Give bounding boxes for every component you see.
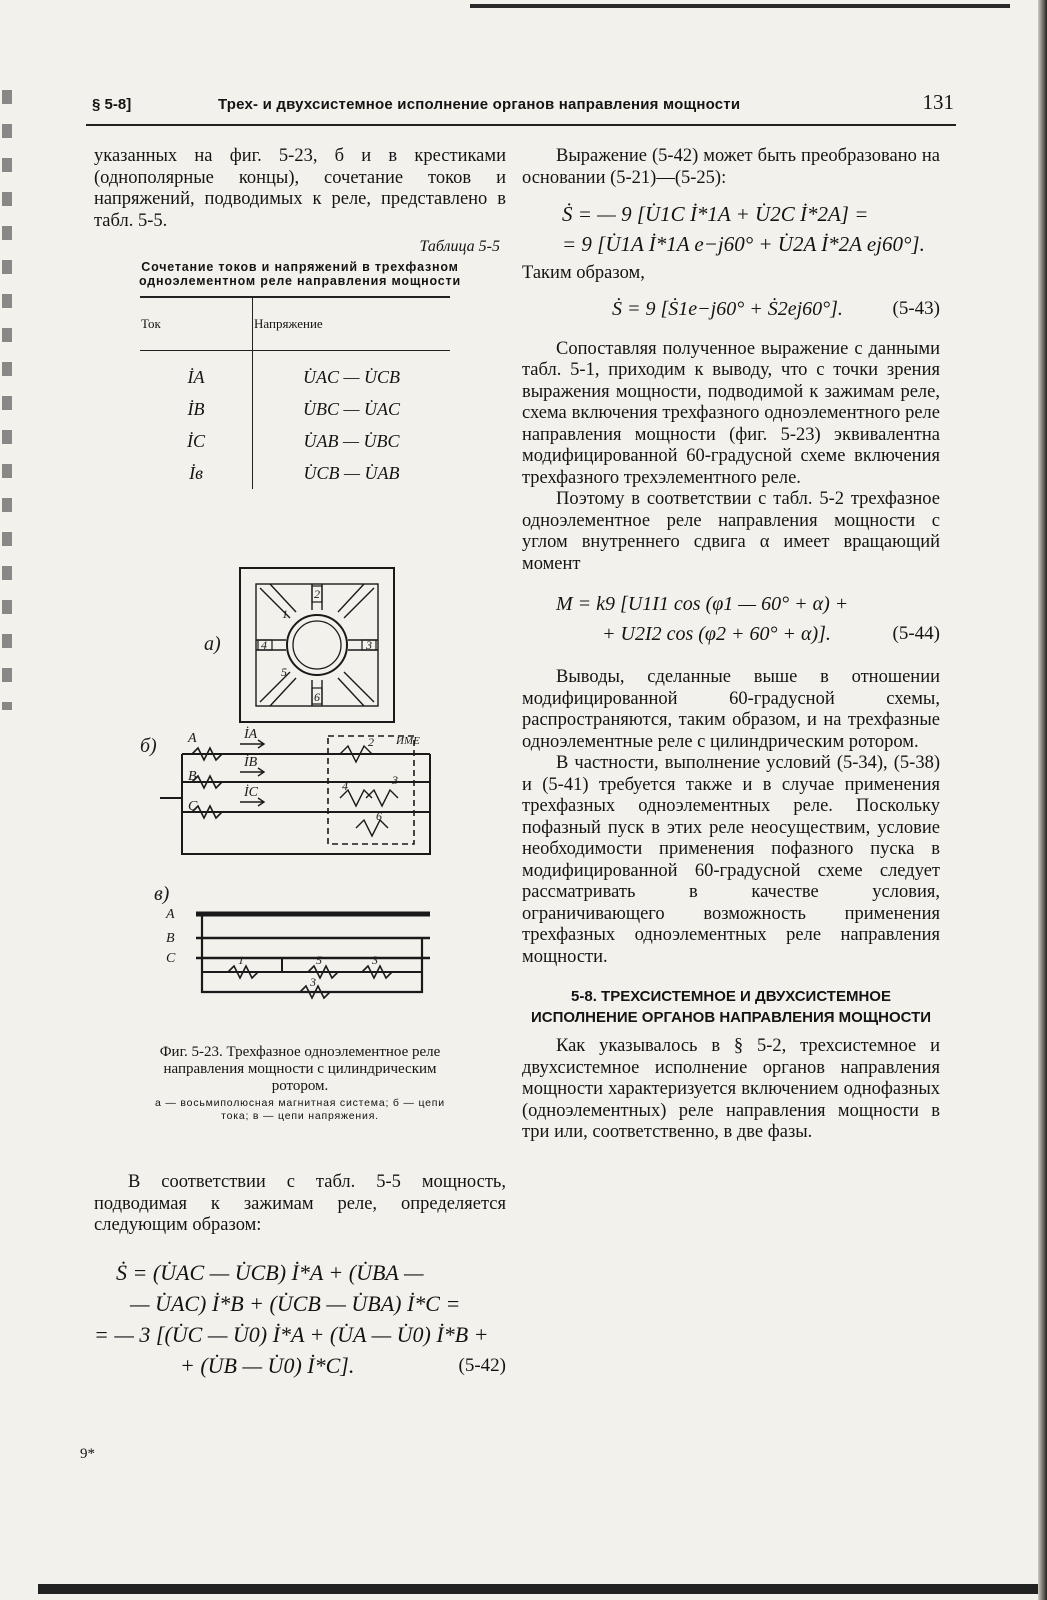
scan-edge-top — [470, 4, 1010, 8]
table-cell: U̇AC — U̇CB — [302, 366, 400, 387]
scan-edge-bottom — [38, 1584, 1038, 1594]
phase-label: C — [166, 951, 176, 966]
figure-caption-note: а — восьмиполюсная магнитная система; б — цепи тока; в — цепи напряжения. — [155, 1097, 445, 1122]
table-row — [140, 457, 450, 489]
formula-last-line — [532, 619, 940, 649]
formula-line: = 9 [U̇1A İ*1A e−j60° + U̇2A İ*2A ej60°]. — [562, 232, 925, 256]
equation-conversion — [562, 199, 940, 259]
header-section: § 5-8] — [92, 96, 132, 113]
formula-number: (5-44) — [892, 623, 940, 644]
table-label: Таблица 5-5 — [419, 238, 500, 255]
coil-number: 3 — [392, 773, 398, 787]
coil-number: 6 — [376, 809, 382, 823]
label-b: б) — [140, 735, 157, 757]
table-cell: İA — [140, 350, 253, 393]
phase-label: A — [188, 731, 197, 746]
coil-number: 4 — [342, 779, 348, 793]
running-header — [92, 90, 954, 120]
equation-5-44 — [532, 589, 940, 649]
right-paragraph-3: Сопоставляя полученное выражение с данными табл. 5-1, приходим к выводу, что с точки зрения выражения мощности, подводимой к зажимам реле, схема включения трехфазного одноэлементного реле направления мощности (фиг. 5-23) эквивалентна модифицированной 60-градусной схеме включения трехфазного трехэлементного реле. — [522, 338, 940, 488]
figure-caption-main: Фиг. 5-23. Трехфазное одноэлементное реле направления мощности с цилиндрическим ротором. — [159, 1044, 441, 1094]
right-paragraph-7: Как указывалось в § 5-2, трехсистемное и двухсистемное исполнение органов направления мощности характеризуется включением однофазных (одноэлементных) реле направления мощности в три или, соответственно, в две фазы. — [522, 1036, 940, 1142]
formula-line: + U2I2 cos (φ2 + 60° + α)]. — [602, 623, 831, 645]
right-paragraph-4: Поэтому в соответствии с табл. 5-2 трехфазное одноэлементное реле направления мощности с углом внутреннего сдвига α имеет вращающий момент — [522, 489, 940, 574]
coil-number: 2 — [314, 587, 320, 601]
label-a: а) — [204, 633, 221, 655]
coil-number: 2 — [368, 735, 374, 749]
scan-edge-left — [2, 90, 12, 710]
page-number: 131 — [922, 90, 954, 114]
table-cell: İв — [140, 457, 253, 489]
formula-line: + (U̇B — U̇0) İ*C]. — [180, 1352, 355, 1378]
table-row — [140, 350, 450, 393]
table-row — [140, 425, 450, 457]
figure-caption — [150, 1044, 450, 1123]
header-title: Трех- и двухсистемное исполнение органов направления мощности — [218, 96, 741, 113]
ime-label: ИМЕ — [396, 735, 420, 747]
formula-line: = — 3 [(U̇C — U̇0) İ*A + (U̇A — U̇0) İ*B + — [94, 1321, 489, 1347]
phase-label: A — [166, 907, 175, 922]
header-rule — [86, 124, 956, 126]
right-paragraph-6: В частности, выполнение условий (5-34), (5-38) и (5-41) требуется также и в случае применения трехфазных одноэлементных реле. Поскольку пофазный пуск в этих реле неосуществим, условие необходимости применения пофазного пуска в модифицированной 60-градусной схеме следует рассматривать в качестве условия, ограничивающего возможность применения трехфазных одноэлементных реле направления мощности. — [522, 753, 940, 967]
coil-number: 5 — [281, 665, 287, 679]
table-cell: U̇AB — U̇BC — [303, 430, 400, 451]
coil-number: 1 — [282, 607, 288, 621]
right-paragraph-5: Выводы, сделанные выше в отношении модифицированной 60-градусной схемы, распространяются, таким образом, и на трехфазные одноэлементные реле с цилиндрическим ротором. — [522, 667, 940, 752]
table-header-voltage: Напряжение — [253, 297, 451, 351]
formula-last-line — [94, 1350, 506, 1381]
formula-line: Ṡ = 9 [Ṡ1e−j60° + Ṡ2ej60°]. — [612, 297, 843, 320]
left-paragraph-1: указанных на фиг. 5-23, б и в крестиками (однополярные концы), сочетание токов и напряжений, подводимых к реле, представлено в табл. 5-5. — [94, 146, 506, 231]
table-header-row — [140, 297, 450, 351]
label-v: в) — [154, 883, 170, 905]
phase-label: B — [188, 769, 197, 784]
formula-5-42 — [94, 1257, 506, 1381]
coil-number: 5 — [316, 953, 322, 967]
current-label: İC — [244, 785, 258, 800]
coil-number: 3 — [310, 975, 316, 989]
left-column-bottom — [94, 1172, 506, 1381]
current-circuits-diagram — [160, 736, 430, 854]
left-paragraph-2: В соответствии с табл. 5-5 мощность, подводимая к зажимам реле, определяется следующим образом: — [94, 1172, 506, 1235]
left-column — [94, 146, 506, 489]
coil-number: 1 — [238, 953, 244, 967]
table-cell: İB — [140, 393, 253, 425]
phase-label: C — [188, 799, 198, 814]
current-label: İB — [244, 755, 258, 770]
coil-number: 4 — [261, 638, 267, 652]
right-column — [522, 146, 940, 1144]
formula-number: (5-43) — [892, 297, 940, 319]
signature-mark: 9* — [80, 1446, 95, 1462]
coil-number: 3 — [372, 953, 378, 967]
table-cell: U̇CB — U̇AB — [303, 462, 400, 483]
formula-number: (5-42) — [458, 1354, 506, 1376]
formula-line: — U̇AC) İ*B + (U̇CB — U̇BA) İ*C = — [130, 1290, 461, 1316]
figure-5-23 — [140, 562, 440, 1042]
coil-number: 6 — [314, 690, 320, 704]
phase-label: B — [166, 931, 175, 946]
table-cell: U̇BC — U̇AC — [302, 398, 400, 419]
equation-5-43 — [612, 295, 940, 323]
table-caption: Сочетание токов и напряжений в трехфазном одноэлементном реле направления мощности — [139, 259, 461, 288]
table-header-current: Ток — [140, 297, 253, 351]
table-cell: İC — [140, 425, 253, 457]
formula-line: Ṡ = — 9 [U̇1C İ*1A + U̇2C İ*2A] = — [562, 202, 869, 226]
section-heading: 5-8. ТРЕХСИСТЕМНОЕ И ДВУХСИСТЕМНОЕ ИСПОЛНЕНИЕ ОРГАНОВ НАПРАВЛЕНИЯ МОЩНОСТИ — [530, 988, 932, 1026]
right-paragraph-2: Таким образом, — [522, 263, 645, 283]
coil-number: 3 — [366, 638, 372, 652]
table-row — [140, 393, 450, 425]
scan-edge-right — [1038, 0, 1047, 1600]
table-5-5 — [140, 296, 450, 489]
right-paragraph-1: Выражение (5-42) может быть преобразовано на основании (5-21)—(5-25): — [522, 146, 940, 188]
formula-line: M = k9 [U1I1 cos (φ1 — 60° + α) + — [556, 593, 849, 615]
formula-line: Ṡ = (U̇AC — U̇CB) İ*A + (U̇BA — — [116, 1259, 424, 1285]
current-label: İA — [244, 727, 258, 742]
